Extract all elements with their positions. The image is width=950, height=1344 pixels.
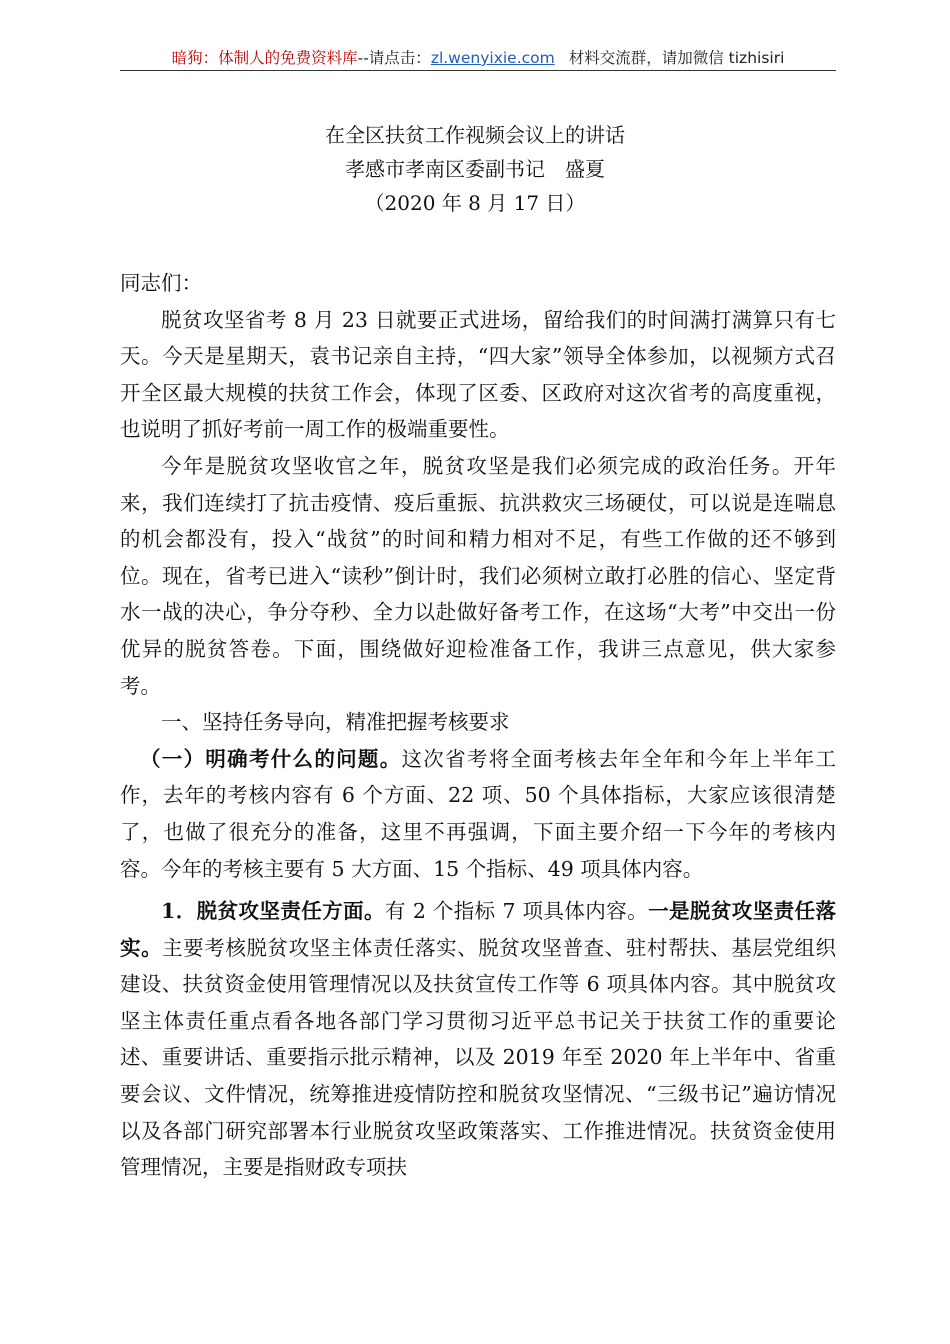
speaker-line: 孝感市孝南区委副书记 盛夏 xyxy=(345,157,605,181)
item-1 xyxy=(120,893,836,1186)
subsection-1 xyxy=(120,741,836,887)
page-header xyxy=(120,47,836,69)
item-1-heading: 1．脱贫攻坚责任方面。 xyxy=(161,899,385,924)
document-body xyxy=(120,265,836,1186)
header-divider xyxy=(120,70,836,71)
document-title: 在全区扶贫工作视频会议上的讲话 xyxy=(325,123,625,147)
item-1-text-a: 有 2 个指标 7 项具体内容。 xyxy=(384,899,649,924)
title-block xyxy=(0,118,950,220)
item-1-text-b: 主要考核脱贫攻坚主体责任落实、脱贫攻坚普查、驻村帮扶、基层党组织建设、扶贫资金使用管理情况以及扶贫宣传工作等 6 项具体内容。其中脱贫攻坚主体责任重点看各地各部门学习贯彻习近平总书记关于扶贫工作的重要论述、重要讲话、重要指示批示精神，以及 2019 年至 2020 年上半年中、省重要会议、文件情况，统筹推进疫情防控和脱贫攻坚情况、“三级书记”遍访情况以及各部门研究部署本行业脱贫攻坚政策落实、工作推进情况。扶贫资金使用管理情况，主要是指财政专项扶 xyxy=(120,935,837,1180)
header-brand: 暗狗：体制人的免费资料库 xyxy=(171,49,358,67)
header-note: 材料交流群，请加微信 tizhisiri xyxy=(568,49,785,67)
item-1-heading-b: 一是脱贫攻坚责任落实。 xyxy=(120,899,837,960)
header-link[interactable]: zl.wenyixie.com xyxy=(430,49,555,67)
section-heading-1: 一、坚持任务导向，精准把握考核要求 xyxy=(161,710,510,735)
paragraph-2: 今年是脱贫攻坚收官之年，脱贫攻坚是我们必须完成的政治任务。开年来，我们连续打了抗击疫情、疫后重振、抗洪救灾三场硬仗，可以说是连喘息的机会都没有，投入“战贫”的时间和精力相对不足，有些工作做的还不够到位。现在，省考已进入“读秒”倒计时，我们必须树立敢打必胜的信心、坚定背水一战的决心，争分夺秒、全力以赴做好备考工作，在这场“大考”中交出一份优异的脱贫答卷。下面，围绕做好迎检准备工作，我讲三点意见，供大家参考。 xyxy=(120,453,836,698)
subsection-1-text: 这次省考将全面考核去年全年和今年上半年工作，去年的考核内容有 6 个方面、22 项、50 个具体指标，大家应该很清楚了，也做了很充分的准备，这里不再强调，下面主要介绍一下今年的考核内容。今年的考核主要有 5 大方面、15 个指标、49 项具体内容。 xyxy=(120,746,836,881)
date-line: （2020 年 8 月 17 日） xyxy=(364,191,586,215)
salutation: 同志们： xyxy=(120,271,202,295)
subsection-1-heading: （一）明确考什么的问题。 xyxy=(140,746,402,771)
paragraph-1: 脱贫攻坚省考 8 月 23 日就要正式进场，留给我们的时间满打满算只有七天。今天是星期天，袁书记亲自主持，“四大家”领导全体参加，以视频方式召开全区最大规模的扶贫工作会，体现了区委、区政府对这次省考的高度重视，也说明了抓好考前一周工作的极端重要性。 xyxy=(120,307,836,442)
header-prompt: --请点击： xyxy=(357,49,431,67)
